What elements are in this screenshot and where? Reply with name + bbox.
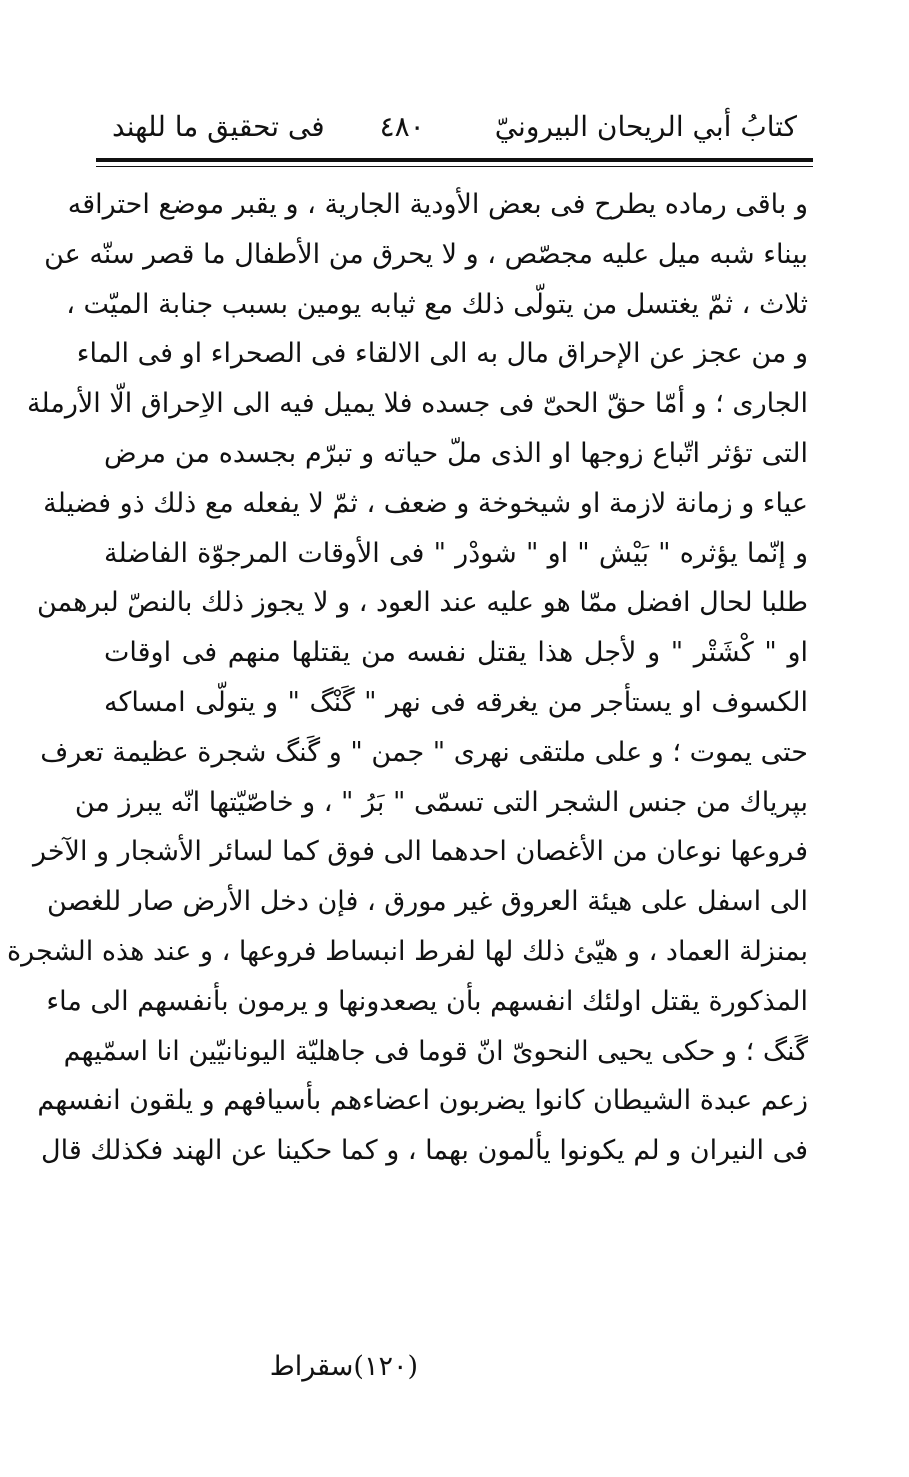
book-title: كتابُ أبي الريحان البيرونيّ: [494, 109, 797, 143]
text-line: الكسوف او يستأجر من يغرقه فی نهر " گَنْگ " و يتولّى امساكه: [104, 686, 808, 718]
text-line: بيناء شبه ميل عليه مجصّص ، و لا يحرق من الأطفال ما قصر سنّه عن: [44, 238, 808, 270]
text-line: و من عجز عن الإحراق مال به الى الالقاء فی الصحراء او فی الماء: [76, 338, 808, 370]
text-line: فروعها نوعان من الأغصان احدهما الى فوق كما لسائر الأشجار و الآخر: [32, 836, 808, 868]
text-line: و إنّما يؤثره " بَیْش " او " شودْر " فی الأوقات المرجوّة الفاضلة: [104, 537, 808, 569]
text-line: بمنزلة العماد ، و هيّئ ذلك لها لفرط انبساط فروعها ، و عند هذه الشجرة: [6, 935, 808, 967]
body-text: [6, 180, 808, 1176]
text-line: زعم عبدة الشيطان كانوا يضربون اعضاءهم بأسيافهم و يلقون انفسهم: [37, 1085, 808, 1117]
text-line: الى اسفل على هيئة العروق غير مورق ، فإن دخل الأرض صار للغصن: [47, 886, 808, 918]
page-footer: [118, 1346, 418, 1386]
text-line: او " كْشَتْر " و لأجل هذا يقتل نفسه من يقتلها منهم فی اوقات: [104, 637, 808, 669]
page-header: [112, 98, 797, 154]
text-line: و باقی رماده يطرح فی بعض الأودية الجارية ، و يقبر موضع احتراقه: [67, 189, 808, 220]
page-number: ٤٨٠: [379, 109, 425, 143]
text-line: ثلاث ، ثمّ يغتسل من يتولّى ذلك مع ثيابه يومين بسبب جنابة الميّت ،: [66, 288, 808, 320]
text-line: بپریاك من جنس الشجر التی تسمّى " بَرُ " ، و خاصّيّتها انّه يبرز من: [74, 786, 808, 818]
header-rule-thin: [96, 166, 813, 167]
text-line: طلبا لحال افضل ممّا هو عليه عند العود ، و لا يجوز ذلك بالنصّ لبرهمن: [37, 587, 808, 619]
text-line: عياء و زمانة لازمة او شيخوخة و ضعف ، ثمّ لا يفعله مع ذلك ذو فضيلة: [43, 487, 808, 519]
text-line: فی النيران و لم يكونوا يألمون بهما ، و كما حكينا عن الهند فكذلك قال: [41, 1135, 808, 1167]
running-title: فی تحقيق ما للهند: [112, 109, 325, 143]
text-line: المذكورة يقتل اولئك انفسهم بأن يصعدونها و يرمون بأنفسهم الى ماء: [46, 985, 808, 1017]
text-line: التی تؤثر اتّباع زوجها او الذی ملّ حياته و تبرّم بجسده من مرض: [104, 437, 808, 469]
signature-mark: (١٢٠): [353, 1350, 418, 1382]
header-rule-thick: [96, 158, 813, 162]
catchword: سقراط: [269, 1350, 354, 1382]
text-line: گَنگ ؛ و حكى يحيی النحویّ انّ قوما فی جاهليّة اليونانيّين انا اسمّيهم: [63, 1035, 808, 1067]
text-line: الجاری ؛ و أمّا حقّ الحیّ فی جسده فلا يميل فيه الى الاِحراق الّا الأرملة: [26, 388, 808, 420]
text-line: حتى يموت ؛ و على ملتقى نهرى " جمن " و گَنگ شجرة عظيمة تعرف: [40, 736, 808, 768]
